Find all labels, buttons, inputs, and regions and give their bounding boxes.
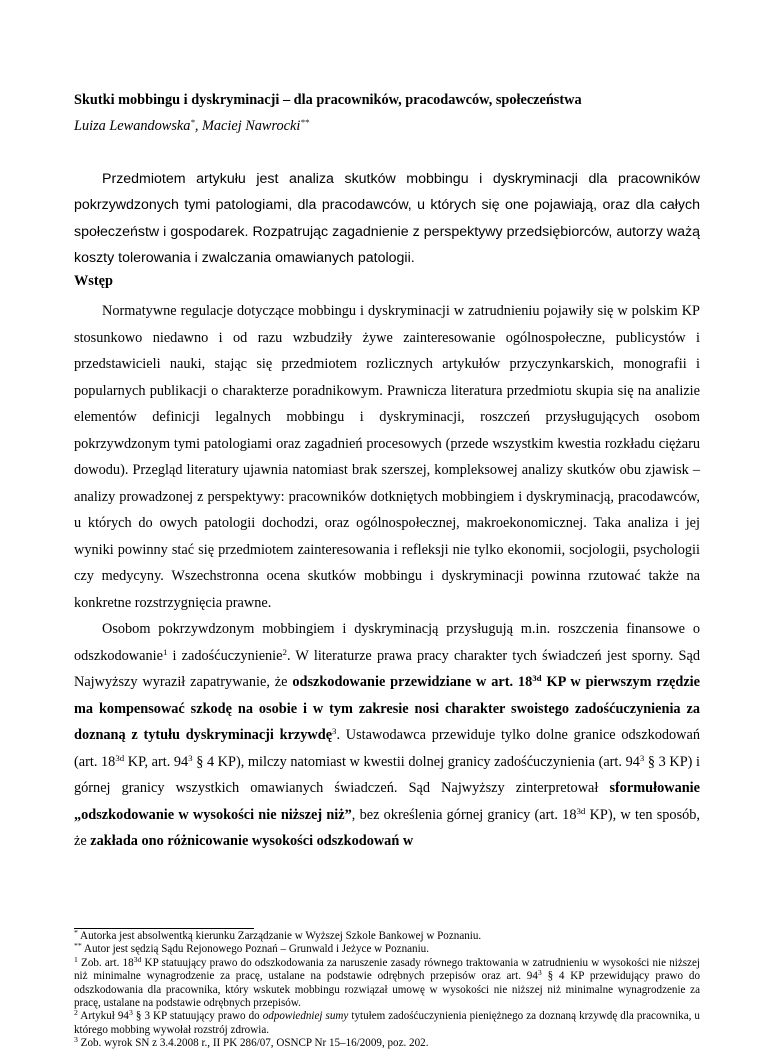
footnote-marker: **: [74, 941, 82, 951]
bold-run: zakłada ono różnicowanie wysokości odszkodowań w: [90, 833, 414, 849]
footnote: [74, 930, 700, 943]
footnote-text: Zob. art. 18: [77, 956, 134, 969]
text-run: Osobom pokrzywdzonym mobbingiem i dyskryminacją przysługują m.in. roszczenia finansowe o odszkodowanie: [74, 621, 700, 664]
superscript: 3d: [576, 805, 586, 816]
footnote: [74, 1010, 700, 1037]
footnote-text: § 4 KP przewidujący prawo do odszkodowania dla pracownika, który wskutek mobbingu rozwiązał umowę w wysokości nie niższej niż minimalne wynagrodzenie za pracę, ustalane na podstawie odrębnych przepisów.: [74, 970, 700, 1010]
superscript: 3: [537, 968, 542, 978]
text-run: . W literaturze prawa pracy charakter tych świadczeń jest sporny. Sąd Najwyższy wyraził zapatrywanie, że: [74, 647, 700, 690]
footnote-marker: *: [190, 117, 195, 128]
paragraph: [74, 616, 700, 855]
superscript: 3d: [133, 954, 142, 964]
text-run: § 4 KP), milczy natomiast w kwestii dolnej granicy zadośćuczynienia (art. 94: [192, 753, 640, 770]
superscript: 3: [128, 1008, 133, 1018]
superscript: 3d: [115, 752, 125, 763]
superscript: 3d: [532, 673, 542, 684]
footnotes: [74, 930, 700, 1051]
footnote-marker: 2: [74, 1008, 78, 1018]
footnote-text: Zob. wyrok SN z 3.4.2008 r., II PK 286/07, OSNCP Nr 15–16/2009, poz. 202.: [77, 1037, 429, 1050]
footnote-ref[interactable]: 1: [162, 646, 168, 657]
footnote-text: tytułem zadośćuczynienia pieniężnego za doznaną krzywdę dla pracownika, u którego mobbing wywołał rozstrój zdrowia.: [74, 1010, 700, 1036]
footnote-marker: *: [74, 928, 78, 938]
italic-text: odpowiedniej sumy: [262, 1010, 349, 1023]
footnote: [74, 943, 700, 956]
footnote-separator: [74, 928, 254, 929]
footnote-text: KP statuujący prawo do odszkodowania za naruszenie zasady równego traktowania w zatrudnieniu w wysokości nie niższej niż minimalne wynagrodzenie za pracę, ustalane na podstawie odrębnych przepisów oraz art. 94: [74, 956, 700, 983]
superscript: 3: [188, 752, 193, 763]
footnote-text: Autor jest sędzią Sądu Rejonowego Poznań – Grunwald i Jeżyce w Poznaniu.: [81, 943, 429, 956]
authors-line: [74, 118, 309, 135]
author-name: Luiza Lewandowska: [74, 118, 191, 134]
text-run: . Ustawodawca przewiduje tylko dolne granice odszkodowań (art. 18: [74, 727, 700, 770]
footnote-ref[interactable]: 3: [332, 726, 337, 737]
author-separator: ,: [194, 118, 202, 134]
footnote-marker: **: [300, 117, 310, 128]
text-run: § 3 KP) i górnej granicy wszystkich omawianych świadczeń. Sąd Najwyższy zinterpretował: [74, 753, 700, 796]
abstract: Przedmiotem artykułu jest analiza skutków mobbingu i dyskryminacji dla pracowników pokrzywdzonych tymi patologiami, dla pracodawców, u których się one pojawiają, oraz dla całych społeczeństw i gospodarek. Rozpatrując zagadnienie z perspektywy przedsiębiorców, autorzy ważą koszty tolerowania i zwalczania omawianych patologii.: [74, 171, 700, 267]
author-name: Maciej Nawrocki: [201, 118, 301, 134]
body-text: [74, 298, 700, 855]
footnote-text: Autorka jest absolwentką kierunku Zarządzanie w Wyższej Szkole Bankowej w Poznaniu.: [77, 930, 482, 942]
paragraph: Normatywne regulacje dotyczące mobbingu i dyskryminacji w zatrudnieniu pojawiły się w polskim KP stosunkowo niedawno i od razu wzbudziły żywe zainteresowanie ogólnospołeczne, publicystów i przedstawicieli nauki, stając się przedmiotem rozlicznych artykułów przyczynkarskich, monografii i popularnych publikacji o charakterze poradnikowym. Prawnicza literatura przedmiotu skupia się na analizie elementów definicji legalnych mobbingu i dyskryminacji, roszczeń przysługujących osobom pokrzywdzonym tymi patologiami oraz zagadnień procesowych (przede wszystkim kwestia rozkładu ciężaru dowodu). Przegląd literatury ujawnia natomiast brak szerszej, kompleksowej analizy skutków obu zjawisk – analizy prowadzonej z perspektywy: pracowników dotkniętych mobbingiem i dyskryminacją, pracodawców, u których do owych patologii dochodzi, oraz ogólnospołecznej, makroekonomicznej. Taka analiza i jej wyniki powinny stać się przedmiotem zainteresowania i refleksji nie tylko ekonomii, socjologii, psychologii czy medycyny. Wszechstronna ocena skutków mobbingu i dyskryminacji powinna rzutować także na konkretne rozstrzygnięcia prawne.: [74, 303, 700, 611]
footnote-marker: 3: [74, 1035, 78, 1045]
superscript: 3: [639, 752, 645, 763]
article-title: Skutki mobbingu i dyskryminacji – dla pracowników, pracodawców, społeczeństwa: [74, 92, 582, 108]
footnote-text: § 3 KP statuujący prawo do: [132, 1010, 263, 1023]
footnote: [74, 1037, 700, 1050]
bold-text: odszkodowanie przewidziane w art. 18: [292, 674, 533, 690]
bold-run: sformułowanie „odszkodowanie w wysokości nie niższej niż”: [74, 780, 700, 823]
footnote-ref[interactable]: 2: [282, 646, 287, 657]
text-run: , bez określenia górnej granicy (art. 18: [351, 806, 577, 823]
text-run: KP, art. 94: [124, 753, 189, 770]
footnote-text: Artykuł 94: [77, 1010, 129, 1023]
footnote-marker: 1: [74, 954, 78, 964]
text-run: i zadośćuczynienie: [167, 647, 283, 664]
footnote: [74, 954, 700, 1011]
section-heading: Wstęp: [74, 273, 113, 289]
text-run: KP), w ten sposób, że: [74, 806, 701, 849]
bold-text: KP w pierwszym rzędzie ma kompensować szkodę na osobie i w tym zakresie nosi charakter swoistego zadośćuczynienia za doznaną z tytułu dyskryminacji krzywdę: [74, 674, 700, 743]
